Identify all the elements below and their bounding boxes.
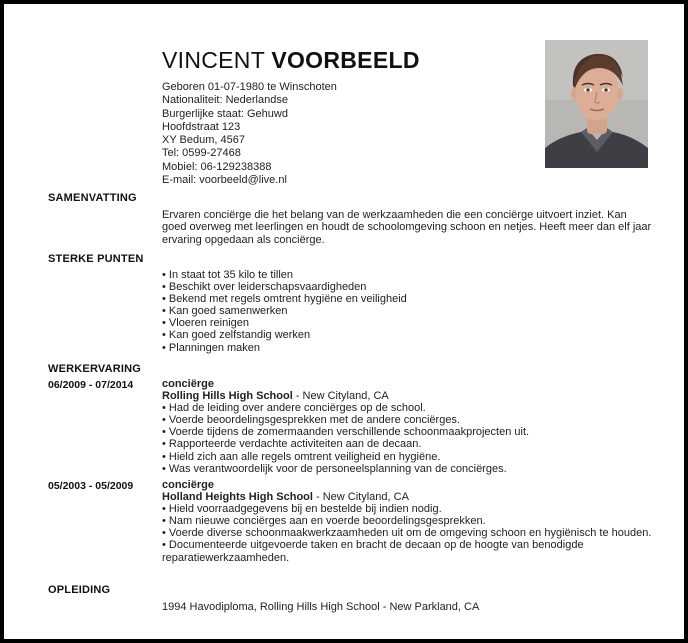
list-item: • Voerde beoordelingsgesprekken met de andere conciërges. (162, 414, 460, 427)
job-2-location: - New Cityland, CA (312, 491, 409, 504)
job-2-dates: 05/2003 - 05/2009 (48, 480, 134, 492)
strengths-list (162, 269, 652, 354)
contact-mobile: Mobiel: 06-129238388 (162, 160, 272, 173)
list-item: • Voerde diverse schoonmaakwerkzaamheden uit om de omgeving schoon en hygiënisch te houden. (162, 527, 652, 540)
job-1 (162, 378, 652, 475)
list-item: • Hield zich aan alle regels omtrent veiligheid en hygiëne. (162, 450, 441, 463)
contact-birth: Geboren 01-07-1980 te Winschoten (162, 81, 337, 93)
job-2 (162, 479, 652, 564)
last-name: VOORBEELD (271, 47, 420, 73)
experience-heading: WERKERVARING (48, 363, 142, 375)
strengths-heading: STERKE PUNTEN (48, 253, 144, 265)
list-item: • Was verantwoordelijk voor de personeelsplanning van de conciërges. (162, 462, 507, 475)
job-1-employer: Rolling Hills High School (162, 390, 293, 403)
contact-marital-status: Burgerlijke staat: Gehuwd (162, 107, 288, 120)
list-item: • Had de leiding over andere conciërges op de school. (162, 402, 426, 415)
portrait-illustration (545, 40, 648, 168)
profile-photo (545, 40, 648, 168)
contact-nationality: Nationaliteit: Nederlandse (162, 94, 288, 107)
job-1-location: - New Cityland, CA (292, 390, 389, 403)
contact-city: XY Bedum, 4567 (162, 134, 245, 147)
first-name: VINCENT (162, 47, 265, 73)
education-heading: OPLEIDING (48, 584, 111, 596)
list-item: • Kan goed samenwerken (162, 305, 288, 318)
job-1-title: conciërge (162, 378, 214, 390)
list-item: • Vloeren reinigen (162, 317, 250, 330)
list-item: • Hield voorraadgegevens bij en bestelde bij indien nodig. (162, 503, 442, 516)
contact-phone: Tel: 0599-27468 (162, 147, 241, 160)
candidate-name (162, 46, 420, 74)
job-1-dates: 06/2009 - 07/2014 (48, 379, 134, 391)
list-item: • Planningen maken (162, 341, 261, 354)
list-item: • Rapporteerde verdachte activiteiten aan de decaan. (162, 438, 422, 451)
list-item: • Nam nieuwe conciërges aan en voerde beoordelingsgesprekken. (162, 515, 486, 528)
list-item: • Beschikt over leiderschapsvaardigheden (162, 281, 367, 294)
contact-email: E-mail: voorbeeld@live.nl (162, 174, 287, 187)
list-item: • Voerde tijdens de zomermaanden verschillende schoonmaakprojecten uit. (162, 426, 530, 439)
job-2-title: conciërge (162, 479, 214, 491)
list-item: • Documenteerde uitgevoerde taken en bracht de decaan op de hoogte van benodigde reparatiewerkzaamheden. (162, 539, 584, 564)
education-text: 1994 Havodiploma, Rolling Hills High School - New Parkland, CA (162, 601, 480, 613)
job-1-employer-line (162, 390, 652, 402)
summary-text: Ervaren conciërge die het belang van de werkzaamheden die een conciërge uitvoert inziet. Kan goed overweg met leerlingen en houdt de schoolomgeving schoon en netjes. Heeft meer dan elf jaar ervaring opgedaan als conciërge. (162, 209, 652, 246)
job-2-employer: Holland Heights High School (162, 491, 313, 504)
list-item: • Bekend met regels omtrent hygiëne en veiligheid (162, 293, 407, 306)
contact-street: Hoofdstraat 123 (162, 120, 241, 133)
summary-heading: SAMENVATTING (48, 192, 137, 204)
contact-details (162, 81, 337, 187)
job-2-employer-line (162, 491, 652, 503)
list-item: • In staat tot 35 kilo te tillen (162, 269, 294, 281)
list-item: • Kan goed zelfstandig werken (162, 329, 311, 342)
